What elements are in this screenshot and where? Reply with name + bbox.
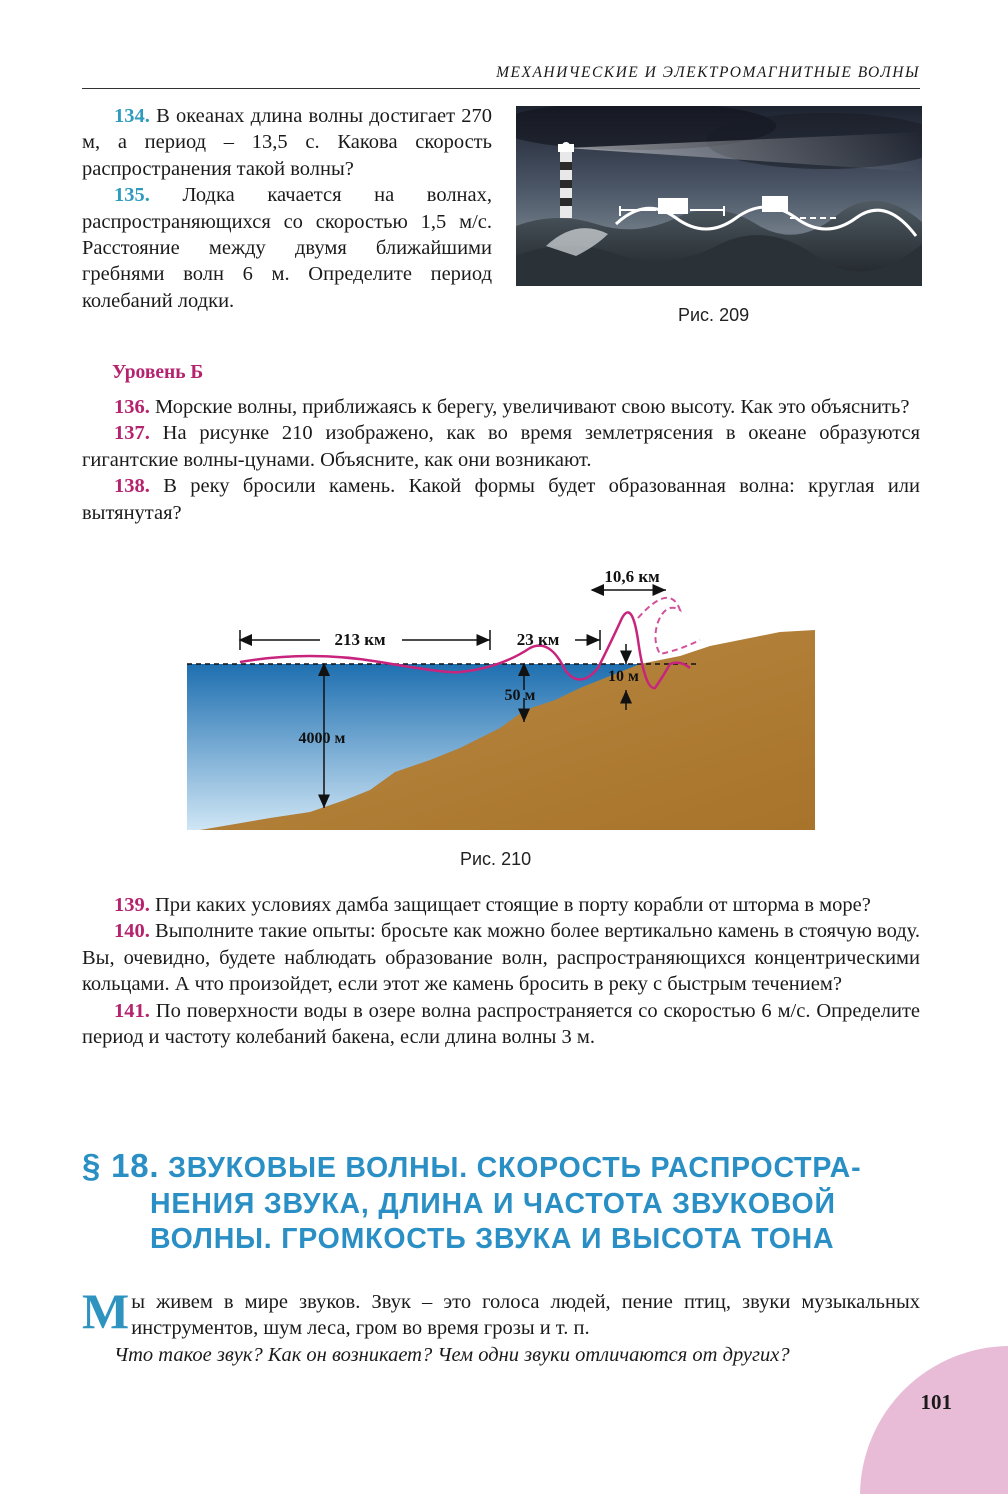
section-heading-line: ВОЛНЫ. ГРОМКОСТЬ ЗВУКА И ВЫСОТА ТОНА — [150, 1223, 835, 1255]
problem-text: Лодка качается на волнах, распространяющихся со скоростью 1,5 м/с. Расстояние между двумя ближайшими гребнями волн 6 м. Определите период колебаний лодки. — [82, 184, 492, 312]
problem-text: По поверхности воды в озере волна распространяется со скоростью 6 м/с. Определите период и частоту колебаний бакена, если длина волны 3 м. — [82, 999, 920, 1049]
problem-text: В океанах длина волны достигает 270 м, а период – 13,5 с. Какова скорость распространения такой волны? — [82, 105, 492, 180]
section-sign: § 18. — [82, 1147, 160, 1184]
problem-136 — [82, 394, 920, 420]
page-number: 101 — [920, 1390, 952, 1414]
problem-139 — [82, 892, 920, 918]
intro-text: ы живем в мире звуков. Звук – это голоса людей, пение птиц, звуки музыкальных инструментов, шум леса, гром во время грозы и т. п. — [131, 1291, 920, 1340]
figure-210-tsunami-diagram — [180, 560, 825, 835]
problem-141 — [82, 998, 920, 1051]
drop-cap: М — [82, 1283, 130, 1339]
problem-138 — [82, 473, 920, 526]
problems-mid — [82, 394, 920, 526]
figure-209-stormy-sea — [516, 106, 922, 286]
label-10-6km: 10,6 км — [604, 567, 660, 586]
problem-140 — [82, 918, 920, 997]
label-4000m: 4000 м — [298, 730, 346, 747]
problems-top — [82, 103, 492, 314]
section-heading-line — [82, 1148, 922, 1187]
problem-number: 141. — [114, 999, 150, 1022]
problem-number: 139. — [114, 894, 150, 916]
label-23km: 23 км — [516, 630, 560, 649]
label-50m: 50 м — [504, 687, 536, 704]
intro-paragraph — [82, 1283, 920, 1368]
section-heading — [82, 1148, 922, 1258]
figure-209-caption: Рис. 209 — [678, 305, 750, 325]
problem-text: Морские волны, приближаясь к берегу, увеличивают свою высоту. Как это объяснить? — [149, 396, 910, 418]
problem-text: В реку бросили камень. Какой формы будет образованная волна: круглая или вытянутая? — [82, 475, 920, 524]
problem-text: На рисунке 210 изображено, как во время землетрясения в океане образуются гигантские волны-цунами. Объясните, как они возникают. — [82, 422, 920, 471]
problem-number: 138. — [114, 475, 150, 498]
section-heading-line: НЕНИЯ ЗВУКА, ДЛИНА И ЧАСТОТА ЗВУКОВОЙ — [150, 1187, 836, 1220]
problem-number: 140. — [114, 920, 150, 943]
running-header: МЕХАНИЧЕСКИЕ И ЭЛЕКТРОМАГНИТНЫЕ ВОЛНЫ — [82, 60, 920, 89]
problems-bottom — [82, 892, 920, 1050]
problem-number: 134. — [114, 105, 150, 127]
problem-number: 136. — [114, 396, 150, 418]
problem-number: 137. — [114, 422, 150, 445]
problem-text: При каких условиях дамба защищает стоящие в порту корабли от шторма в море? — [149, 894, 871, 916]
figure-210-caption: Рис. 210 — [460, 849, 532, 869]
problem-137 — [82, 420, 920, 473]
label-213km: 213 км — [334, 630, 386, 649]
problem-number: 135. — [114, 184, 150, 207]
problem-135 — [82, 182, 492, 314]
problem-134 — [82, 103, 492, 182]
intro-question: Что такое звук? Как он возникает? Чем одни звуки отличаются от других? — [114, 1343, 790, 1366]
problem-text: Выполните такие опыты: бросьте как можно более вертикально камень в стоячую воду. Вы, очевидно, будете наблюдать образование волн, распространяющихся концентрическими кольцами. А что произойдет, если этот же камень бросить в реку с быстрым течением? — [82, 920, 920, 996]
level-heading: Уровень Б — [112, 362, 204, 383]
section-title-part: ЗВУКОВЫЕ ВОЛНЫ. СКОРОСТЬ РАСПРОСТРА- — [159, 1152, 862, 1184]
label-10m: 10 м — [608, 668, 639, 685]
